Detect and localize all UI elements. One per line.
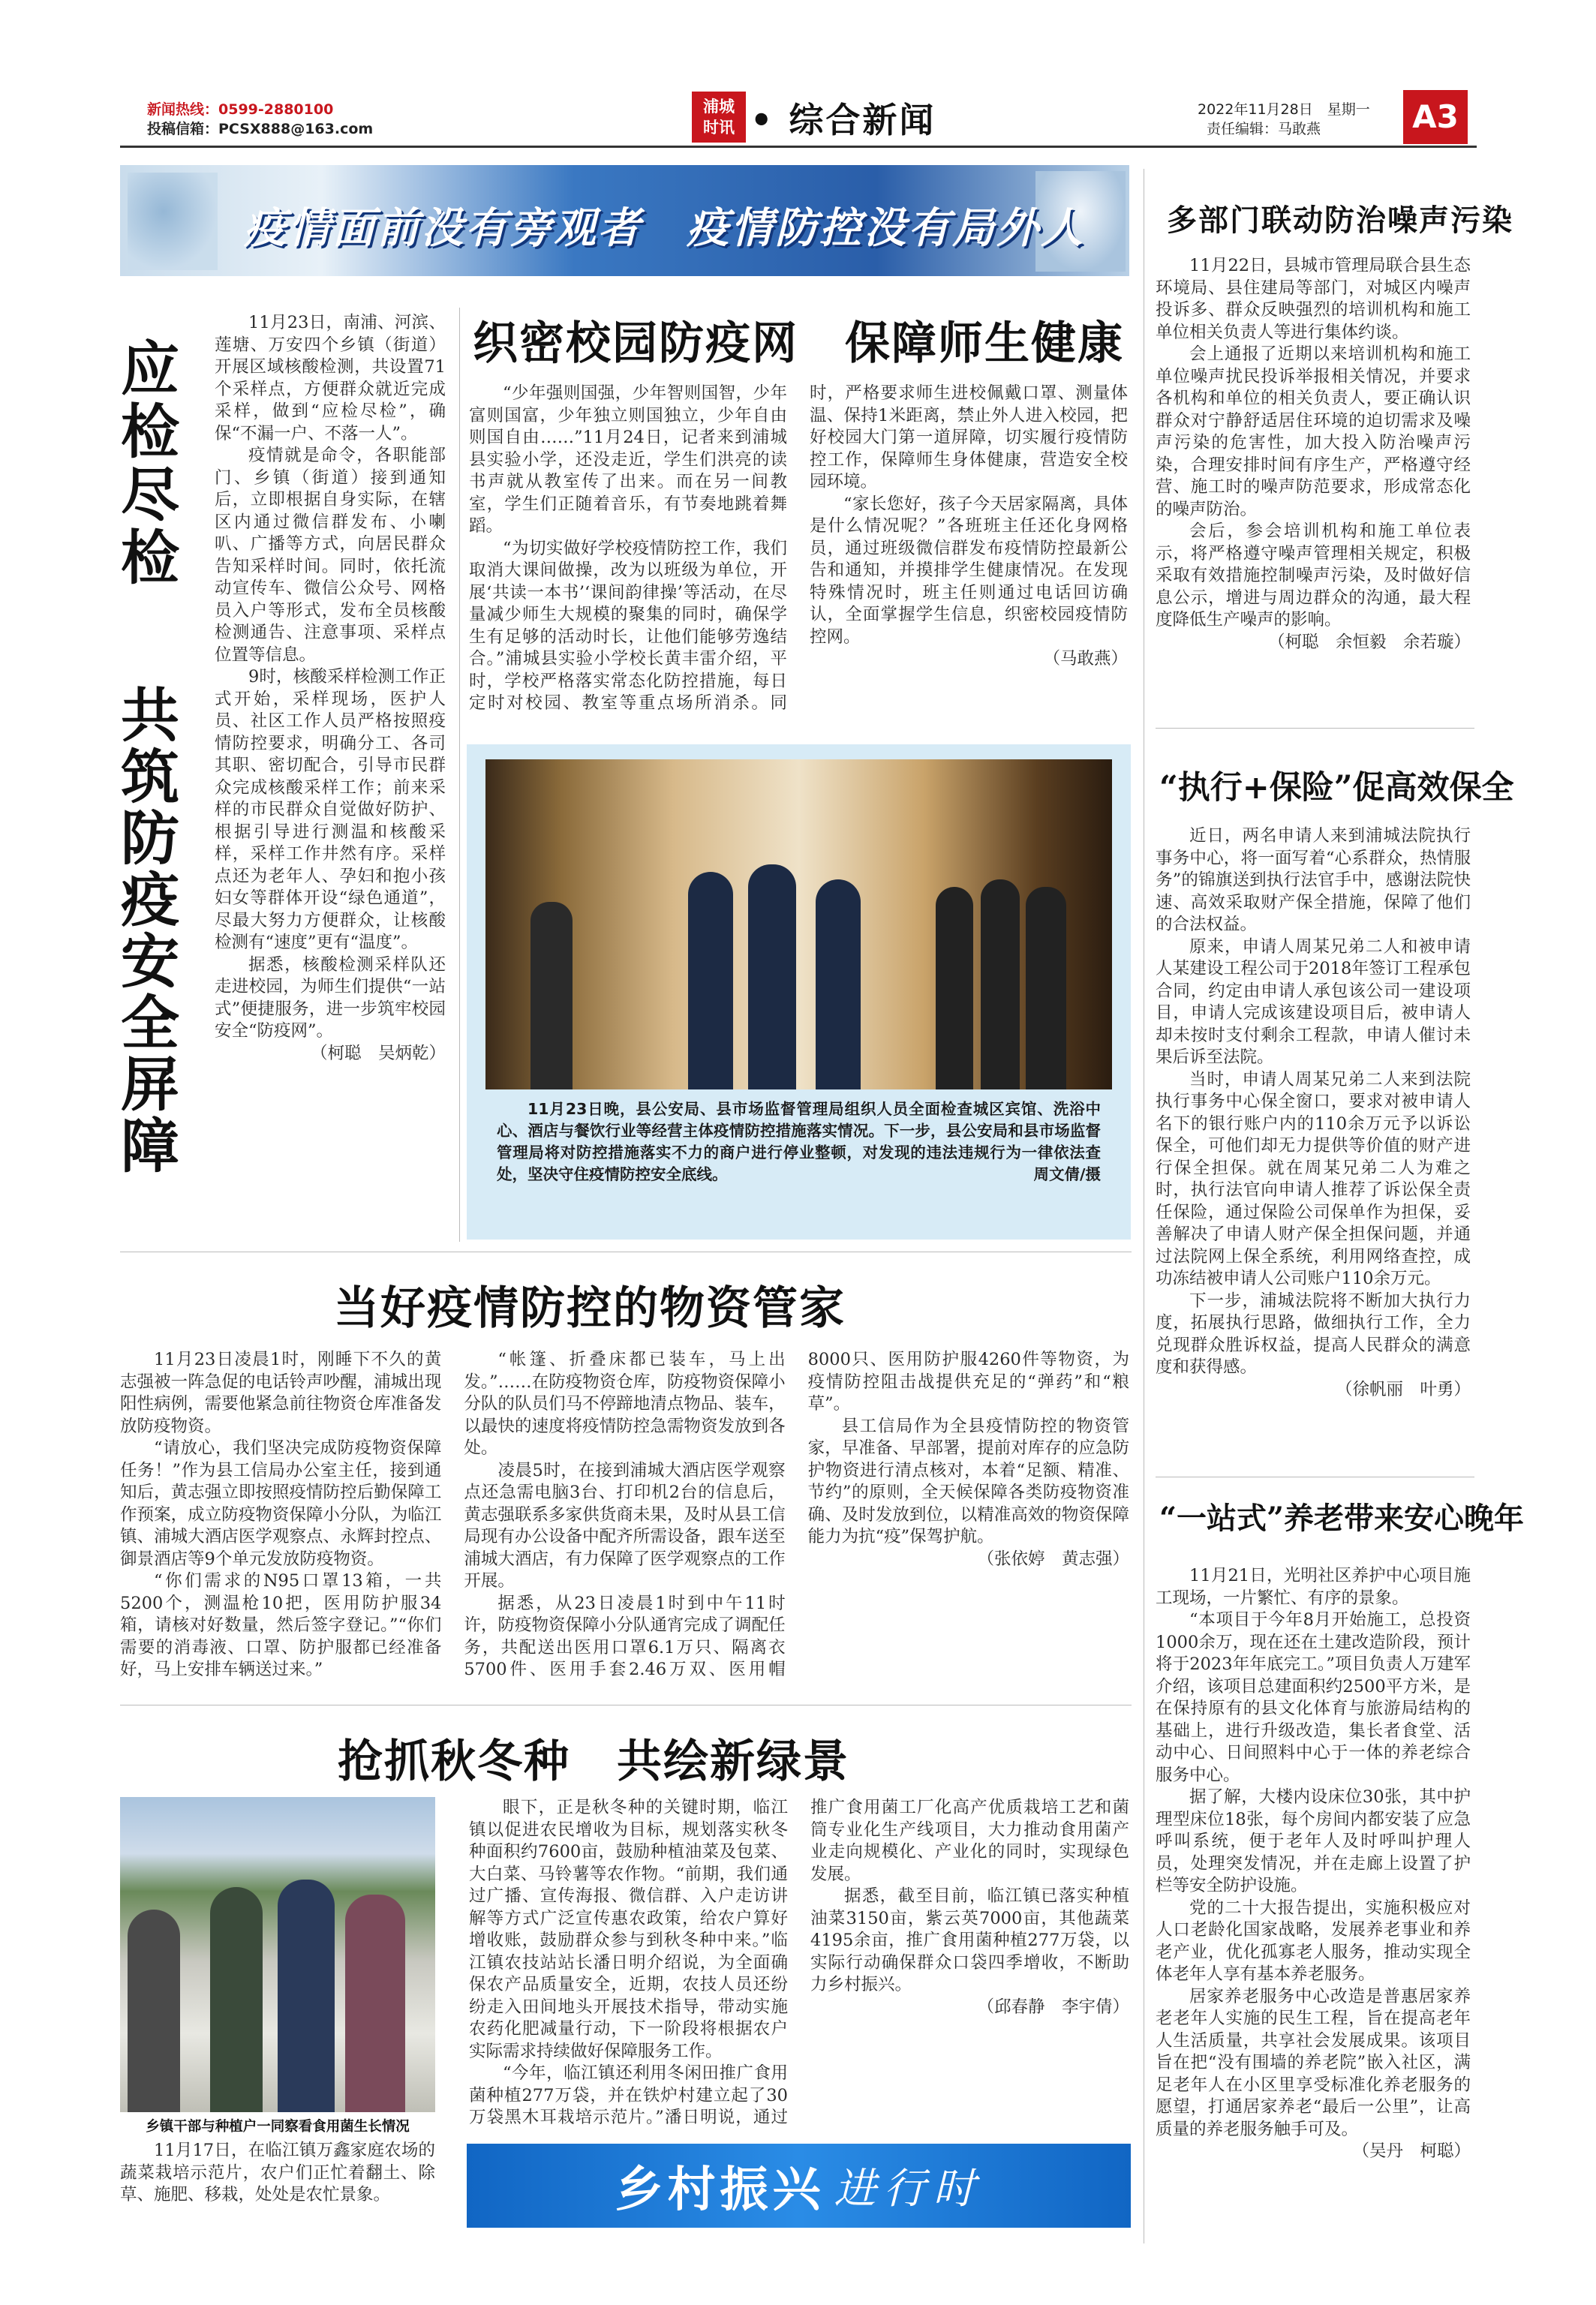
paragraph: 党的二十大报告提出，实施积极应对人口老龄化国家战略，发展养老事业和养老产业，优化孤寡老人服务，推动实现全体老年人享有基本养老服务。: [1156, 1898, 1471, 1984]
paragraph: “你们需求的N95口罩13箱，一共5200个，测温枪10把，医用防护服34箱，请核对好数量，然后签字登记。”“你们需要的消毒液、口罩、防护服都已经准备好，马上安排车辆送过来。”: [120, 1571, 442, 1679]
byline: （吴丹 柯聪）: [1352, 2141, 1471, 2161]
paragraph: 据悉，核酸检测采样队还走进校园，为师生们提供“一站式”便捷服务，进一步筑牢校园安全“防疫网”。: [215, 954, 446, 1041]
paragraph: “本项目于今年8月开始施工，总投资1000余万，现在还在土建改造阶段，预计将于2023年年底完工。”项目负责人万建军介绍，该项目总建面积约2500平方米，是在保持原有的县文化体育与旅游局结构的基础上，进行升级改造，集长者食堂、活动中心、日间照料中心于一体的养老综合服务中心。: [1156, 1610, 1471, 1785]
paragraph: 县工信局作为全县疫情防控的物资管家，早准备、早部署，提前对库存的应急防护物资进行清点核对，本着“足额、精准、节约”的原则，全天候保障各类防疫物资准确、及时发放到位，以精准高效的物资保障能力为抗“疫”保驾护航。: [807, 1416, 1129, 1546]
section-rule: [1156, 728, 1474, 729]
article-noise: [1156, 255, 1471, 654]
paragraph: 11月17日，在临江镇万鑫家庭农场的蔬菜栽培示范片，农户们正忙着翻土、除草、施肥、移栽，处处是农忙景象。: [120, 2141, 435, 2204]
editor: 责任编辑：马敢燕: [1207, 121, 1321, 137]
byline: （徐帆丽 叶勇）: [1335, 1379, 1471, 1399]
paragraph: 11月23日，南浦、河滨、莲塘、万安四个乡镇（街道）开展区域核酸检测，共设置71个采样点，方便群众就近完成采样，做到“应检尽检”，确保“不漏一户、不落一人”。: [215, 313, 446, 443]
paragraph: 11月22日，县城市管理局联合县生态环境局、县住建局等部门，对城区内噪声投诉多、群众反映强烈的培训机构和施工单位相关负责人等进行集体约谈。: [1156, 256, 1471, 342]
farmer-figure: [345, 1895, 405, 2112]
officer-figure: [748, 864, 796, 1089]
banner-slogan: 疫情面前没有旁观者 疫情防控没有局外人: [244, 204, 1085, 253]
paragraph: 下一步，浦城法院将不断加大执行力度，拓展执行思路，做细执行工作，全力兑现群众胜诉权益，提高人民群众的满意度和获得感。: [1156, 1291, 1471, 1377]
paragraph: “少年强则国强，少年智则国智，少年富则国富，少年独立则国独立，少年自由则国自由……”11月24日，记者来到浦城县实验小学，还没走近，学生们洪亮的读书声就从教室传了出来。而在另一间教室，学生们正随着音乐，有节奏地跳着舞蹈。: [469, 383, 787, 536]
paragraph: 凌晨5时，在接到浦城大酒店医学观察点还急需电脑3台、打印机2台的信息后，黄志强联系多家供货商未果，及时从县工信局现有办公设备中配齐所需设备，跟车送至浦城大酒店，有力保障了医学观察点的工作开展。: [464, 1460, 786, 1591]
paragraph: “为切实做好学校疫情防控工作，我们取消大课间做操，改为以班级为单位，开展‘共读一本书’‘课间韵律操’等活动，在尽量减少师生大规模的聚集的同时，确保学生有足够的活动时长，让他们能够劳逸结合。”浦城县实验小学校长黄丰雷介绍，平时，学校严格落实常态化防控措施，每日定时对校园、教室等重点场所消杀。同时，严格要求师生进校佩戴口罩、测量体温、保持1米距离，禁止外人进入校园，把好校园大门第一道屏障，切实履行疫情防控工作，保障师生身体健康，营造安全校园环境。: [469, 383, 1128, 713]
logo-badge: [692, 92, 746, 143]
rural-revitalization-banner: [467, 2144, 1131, 2228]
page-number-badge: A3: [1403, 90, 1468, 144]
hotline: 新闻热线：0599-2880100: [147, 101, 334, 118]
photo-credit: 周文倩/摄: [1033, 1165, 1101, 1183]
paragraph: 当时，申请人周某兄弟二人来到法院执行事务中心保全窗口，要求对被申请人名下的银行账户内的110余万元予以诉讼保全，可他们却无力提供等价值的财产进行保全担保。就在周某兄弟二人为难之时，执行法官向申请人推荐了诉讼保全责任保险，通过保险公司保单作为担保，妥善解决了申请人财产保全担保问题，并通过法院网上保全系统，利用网络查控，成功冻结被申请人公司账户110余万元。: [1156, 1069, 1471, 1288]
staff-figure: [1026, 887, 1066, 1089]
caption-text: 11月23日晚，县公安局、县市场监督管理局组织人员全面检查城区宾馆、洗浴中心、酒店与餐饮行业等经营主体疫情防控措施落实情况。下一步，县公安局和县市场监督管理局将对防控措施落实不力的商户进行停业整顿，对发现的违法违规行为一律依法查处，坚决守住疫情防控安全底线。: [497, 1100, 1101, 1183]
paragraph: “今年，临江镇还利用冬闲田推广食用菌种植277万袋，并在铁炉村建立起了30万袋黑木耳栽培示范片。”潘日明说，通过推广食用菌工厂化高产优质栽培工艺和菌筒专业化生产线项目，大力推动食用菌产业走向规模化、产业化的同时，实现绿色发展。: [469, 1798, 1129, 2127]
byline: （马敢燕）: [1043, 649, 1128, 669]
vertical-title-part1: 应检尽检: [111, 338, 179, 590]
paragraph: 11月21日，光明社区养护中心项目施工现场，一片繁忙、有序的景象。: [1156, 1566, 1471, 1608]
header: [0, 0, 1596, 150]
supply-headline: 当好疫情防控的物资管家: [334, 1282, 846, 1335]
noise-headline: 多部门联动防治噪声污染: [1167, 203, 1513, 238]
elder-headline: “一站式”养老带来安心晚年: [1159, 1501, 1525, 1536]
vertical-title: [111, 338, 180, 1240]
paragraph: 11月23日凌晨1时，刚睡下不久的黄志强被一阵急促的电话铃声吵醒，浦城出现阳性病例，需要他紧急前往物资仓库准备发放防疫物资。: [120, 1350, 442, 1436]
section-title: • 综合新闻: [750, 100, 936, 140]
officer-figure: [816, 879, 861, 1089]
paragraph: 眼下，正是秋冬种的关键时期，临江镇以促进农民增收为目标，规划落实秋冬种面积约7600亩，鼓励种植油菜及包菜、大白菜、马铃薯等农作物。“前期，我们通过广播、宣传海报、微信群、入户走访讲解等方式广泛宣传惠农政策，给农户算好增收账，鼓励群众参与到秋冬种中来。”临江镇农技站站长潘日明介绍说，为全面确保农产品质量安全，近期，农技人员还纷纷走入田间地头开展技术指导，带动实施农药化肥减量行动，下一阶段将根据农户实际需求持续做好保障服务工作。: [469, 1798, 788, 2061]
main-photo-block: [467, 744, 1131, 1240]
header-rule: [120, 146, 1477, 148]
farmer-figure: [128, 1910, 180, 2112]
banner-rural-text1: 乡村振兴: [615, 2162, 825, 2218]
byline: （邱春静 李宇倩）: [977, 1997, 1129, 2017]
column-rule: [459, 308, 460, 1242]
exec-headline: “执行+保险”促高效保全: [1159, 769, 1514, 807]
banner-figures: [128, 173, 218, 270]
date: 2022年11月28日 星期一: [1198, 101, 1370, 118]
banner-rural-text2: 进行时: [834, 2165, 983, 2213]
paragraph: 疫情就是命令，各职能部门、乡镇（街道）接到通知后，立即根据自身实际，在辖区内通过微信群发布、小喇叭、广播等方式，向居民群众告知采样时间。同时，依托流动宣传车、微信公众号、网格员入户等形式，发布全员核酸检测通告、注意事项、采样点位置等信息。: [215, 446, 446, 665]
logo-bottom: 时讯: [703, 119, 735, 137]
article-exec: [1156, 825, 1471, 1401]
paragraph: “帐篷、折叠床都已装车，马上出发。”……在防疫物资仓库，防疫物资保障小分队的队员们马不停蹄地清点物品、装车，以最快的速度将疫情防控急需物资发放到各处。: [464, 1350, 786, 1458]
paragraph: 9时，核酸采样检测工作正式开始，采样现场，医护人员、社区工作人员严格按照疫情防控要求，明确分工、各司其职、密切配合，引导市民群众完成核酸采样工作；前来采样的市民群众自觉做好防护、根据引导进行测温和核酸采样，采样工作井然有序。采样点还为老年人、孕妇和抱小孩妇女等群体开设“绿色通道”，尽最大努力方便群众，让核酸检测有“速度”更有“温度”。: [215, 667, 446, 952]
paragraph: 据了解，大楼内设床位30张，其中护理型床位18张，每个房间内都安装了应急呼叫系统，便于老年人及时呼叫护理人员，处理突发情况，并在走廊上设置了护栏等安全防护设施。: [1156, 1787, 1471, 1895]
article-farm-lead: [120, 2140, 435, 2207]
email: 投稿信箱：PCSX888@163.com: [147, 121, 374, 137]
staff-figure: [530, 902, 573, 1089]
farm-headline: 抢抓秋冬种 共绘新绿景: [338, 1736, 849, 1788]
paragraph: 居家养老服务中心改造是普惠居家养老老年人实施的民生工程，旨在提高老年人生活质量，共享社会发展成果。该项目旨在把“没有围墙的养老院”嵌入社区，满足老年人在小区里享受标准化养老服务的愿望，打通居家养老“最后一公里”，让高质量的养老服务触手可及。: [1156, 1986, 1471, 2139]
article-supply: [120, 1349, 1129, 1700]
paragraph: 据悉，截至目前，临江镇已落实种植油菜3150亩，紫云英7000亩，其他蔬菜4195余亩，推广食用菌种植277万袋，以实际行动确保群众口袋四季增收，不断助力乡村振兴。: [810, 1886, 1129, 1994]
article-farm: [469, 1797, 1129, 2136]
top-banner: [120, 165, 1129, 276]
paragraph: 据悉，从23日凌晨1时到中午11时许，防疫物资保障小分队通宵完成了调配任务，共配送出医用口罩6.1万只、隔离衣5700件、医用手套2.46万双、医用帽8000只、医用防护服4260件等物资，为疫情防控阻击战提供充足的“弹药”和“粮草”。: [464, 1350, 1129, 1679]
farmer-figure: [278, 1880, 335, 2112]
main-photo-caption: [497, 1098, 1101, 1186]
vertical-title-part2: 共筑防疫安全屏障: [111, 684, 179, 1177]
paragraph: 会后，参会培训机构和施工单位表示，将严格遵守噪声管理相关规定，积极采取有效措施控制噪声污染，及时做好信息公示，增进与周边群众的沟通，最大程度降低生产噪声的影响。: [1156, 521, 1471, 630]
article-elder: [1156, 1565, 1471, 2163]
paragraph: 近日，两名申请人来到浦城法院执行事务中心，将一面写着“心系群众，热情服务”的锦旗送到执行法官手中，感谢法院快速、高效采取财产保全措施，保障了他们的合法权益。: [1156, 826, 1471, 934]
paragraph: “请放心，我们坚决完成防疫物资保障任务！”作为县工信局办公室主任，接到通知后，黄志强立即按照疫情防控后勤保障工作预案，成立防疫物资保障小分队，为临江镇、浦城大酒店医学观察点、永辉封控点、御景酒店等9个单元发放防疫物资。: [120, 1438, 442, 1569]
main-photo: [485, 759, 1112, 1089]
staff-figure: [981, 879, 1020, 1089]
byline: （张依婷 黄志强）: [977, 1549, 1129, 1569]
paragraph: 会上通报了近期以来培训机构和施工单位噪声扰民投诉举报相关情况，并要求各机构和单位的相关负责人，要正确认识群众对宁静舒适居住环境的迫切需求及噪声污染的危害性，加大投入防治噪声污染，合理安排时间有序生产，严格遵守经营、施工时的噪声防范要求，形成常态化的噪声防治。: [1156, 344, 1471, 519]
paragraph: 原来，申请人周某兄弟二人和被申请人某建设工程公司于2018年签订工程承包合同，约定由申请人承包该公司一建设项目，申请人完成该建设项目后，被申请人却未按时支付剩余工程款，申请人催讨未果后诉至法院。: [1156, 936, 1471, 1067]
logo-top: 浦城: [703, 98, 735, 116]
farmer-figure: [210, 1887, 263, 2112]
paragraph: “家长您好，孩子今天居家隔离，具体是什么情况呢？”各班班主任还化身网格员，通过班级微信群发布疫情防控最新公告和通知，并摸排学生健康情况。在发现特殊情况时，班主任则通过电话回访确认，全面掌握学生信息，织密校园疫情防控网。: [810, 494, 1128, 647]
byline: （柯聪 吴炳乾）: [310, 1043, 446, 1063]
farm-photo-caption: 乡镇干部与种植户一同察看食用菌生长情况: [146, 2119, 410, 2135]
farm-photo: [120, 1797, 435, 2112]
officer-figure: [688, 872, 733, 1089]
article-school: [469, 383, 1128, 734]
byline: （柯聪 余恒毅 余若璇）: [1267, 632, 1471, 652]
staff-figure: [936, 887, 973, 1089]
school-headline: 织密校园防疫网 保障师生健康: [473, 317, 1124, 370]
article-nucleic-test: [215, 312, 446, 1065]
